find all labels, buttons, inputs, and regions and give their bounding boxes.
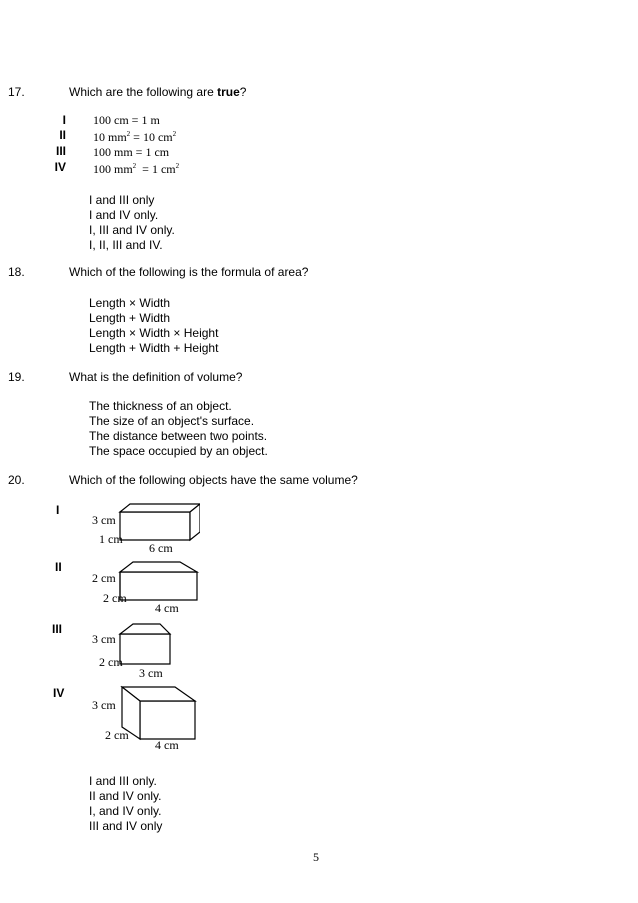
cuboid-top-face [120,504,200,512]
equation-rhs: 10 cm [142,130,173,144]
dimension-depth: 2 cm [103,591,127,605]
statement-equation [93,145,169,160]
answer-option: I, and IV only. [89,804,162,818]
question-text-suffix: ? [239,85,247,99]
answer-option: Length + Width + Height [89,341,219,355]
question-text: Which of the following is the formula of area? [69,265,309,279]
question-text: Which of the following objects have the same volume? [69,473,358,487]
equation-equals: = [136,162,152,176]
cuboid-figure-4 [85,683,200,753]
statement-roman: II [59,128,66,142]
dimension-depth: 1 cm [99,532,123,546]
cuboid-figure-1 [85,500,200,558]
question-number: 17. [8,85,25,99]
answer-option: I, III and IV only. [89,223,175,237]
equation-lhs-exponent: 2 [132,162,137,170]
cuboid-top-face [120,624,170,634]
dimension-length: 6 cm [149,541,173,555]
cuboid-front-face [120,512,190,540]
cuboid-top-face [120,562,197,572]
equation-rhs: 1 cm [145,145,170,159]
equation-equals: = [130,130,143,144]
equation-lhs: 100 mm [93,162,133,176]
answer-option: I and IV only. [89,208,159,222]
equation-lhs: 10 mm [93,130,127,144]
answer-option: The size of an object's surface. [89,414,255,428]
question-number: 19. [8,370,25,384]
answer-option: The thickness of an object. [89,399,232,413]
answer-option: Length + Width [89,311,171,325]
dimension-length: 4 cm [155,738,179,752]
answer-option: Length × Width × Height [89,326,219,340]
dimension-length: 3 cm [139,666,163,680]
cuboid-figure-2 [85,558,203,616]
dimension-height: 3 cm [92,632,116,646]
statement-roman: III [55,144,66,158]
answer-option: The distance between two points. [89,429,268,443]
statement-roman: I [62,113,66,127]
question-text-emphasis: true [217,85,240,99]
equation-lhs: 100 cm [93,113,129,127]
statement-equation [93,162,179,177]
equation-rhs-exponent: 2 [175,162,180,170]
cuboid-front-face [120,572,197,600]
question-text: What is the definition of volume? [69,370,243,384]
equation-lhs: 100 mm [93,145,133,159]
dimension-depth: 2 cm [99,655,123,669]
answer-option: I and III only. [89,774,157,788]
question-number: 18. [8,265,25,279]
answer-option: Length × Width [89,296,171,310]
question-text-prefix: Which are the following are [69,85,218,99]
dimension-length: 4 cm [155,601,179,615]
dimension-depth: 2 cm [105,728,129,742]
equation-lhs-exponent: 2 [126,130,131,138]
statement-roman: IV [54,160,66,174]
equation-rhs-exponent: 2 [172,130,177,138]
figure-roman: I [56,503,60,517]
cuboid-front-face [120,634,170,664]
equation-equals: = [132,145,146,159]
figure-roman: III [52,622,63,636]
question-text [69,85,246,100]
figure-roman: IV [53,686,65,700]
answer-option: The space occupied by an object. [89,444,268,458]
answer-option: I, II, III and IV. [89,238,163,252]
answer-option: II and IV only. [89,789,162,803]
question-number: 20. [8,473,25,487]
equation-equals: = [128,113,142,127]
statement-equation [93,113,160,128]
page-number: 5 [313,850,319,864]
answer-option: III and IV only [89,819,163,833]
cuboid-figure-3 [85,620,185,680]
equation-rhs: 1 cm [151,162,176,176]
dimension-height: 3 cm [92,698,116,712]
answer-option: I and III only [89,193,155,207]
figure-roman: II [55,560,62,574]
dimension-height: 3 cm [92,513,116,527]
dimension-height: 2 cm [92,571,116,585]
statement-equation [93,130,176,145]
equation-rhs: 1 m [141,113,160,127]
cuboid-front-face [140,701,195,739]
